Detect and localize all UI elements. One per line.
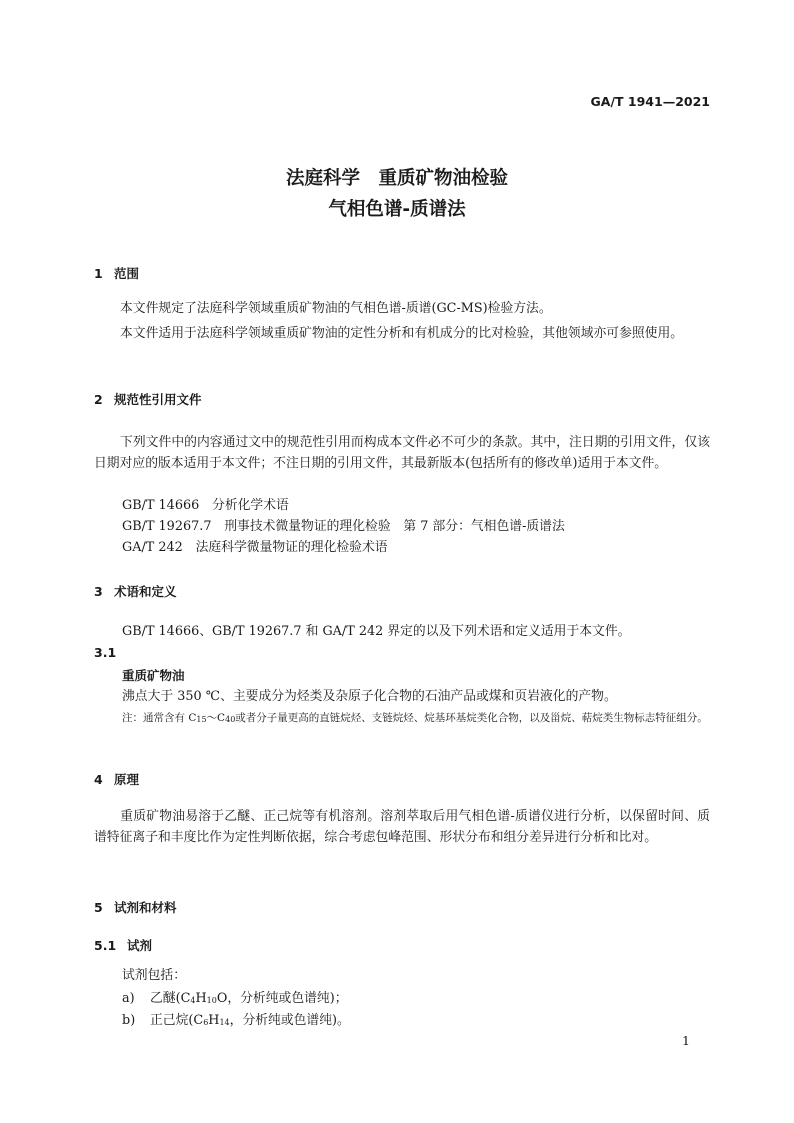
section-2-heading xyxy=(94,390,202,408)
subsection-5-1-heading xyxy=(94,936,152,954)
section-3-heading xyxy=(94,582,177,600)
section-number: 1 xyxy=(94,266,103,281)
formula-subscript: 6 xyxy=(203,1018,209,1027)
list-label: a) xyxy=(122,991,135,1006)
note-text: ～C xyxy=(206,712,226,724)
subsection-title: 试剂 xyxy=(127,938,153,953)
formula-subscript: 14 xyxy=(219,1018,230,1027)
principle-paragraph xyxy=(94,806,710,848)
item-text: 正己烷(C xyxy=(150,1013,204,1028)
item-text: ，分析纯或色谱纯)。 xyxy=(229,1013,350,1028)
note-subscript: 15 xyxy=(196,715,207,724)
scope-paragraph-2 xyxy=(94,323,710,344)
note-text: 或者分子量更高的直链烷烃、支链烷烃、烷基环基烷类化合物，以及甾烷、萜烷类生物标志特征组分。 xyxy=(235,712,708,724)
formula-subscript: 10 xyxy=(206,996,217,1005)
section-1-heading xyxy=(94,264,139,282)
paragraph-text: 本文件适用于法庭科学领域重质矿物油的定性分析和有机成分的比对检验，其他领域亦可参照使用。 xyxy=(120,326,684,341)
reference-item: GA/T 242 法庭科学微量物证的理化检验术语 xyxy=(122,540,388,555)
term-note xyxy=(122,709,710,729)
item-text: H xyxy=(195,991,207,1006)
term-number: 3.1 xyxy=(94,645,117,660)
section-title: 试剂和材料 xyxy=(114,900,177,915)
paragraph-text: 本文件规定了法庭科学领域重质矿物油的气相色谱-质谱(GC-MS)检验方法。 xyxy=(120,301,552,316)
item-text: 乙醚(C xyxy=(150,991,191,1006)
references-intro xyxy=(94,432,710,474)
page-number: 1 xyxy=(682,1033,690,1048)
section-title: 术语和定义 xyxy=(114,584,177,599)
section-title: 范围 xyxy=(114,266,140,281)
section-number: 4 xyxy=(94,772,103,787)
note-label: 注： xyxy=(122,712,143,724)
document-id: GA/T 1941—2021 xyxy=(590,94,710,109)
section-number: 5 xyxy=(94,900,103,915)
reference-item: GB/T 14666 分析化学术语 xyxy=(122,498,289,513)
paragraph-text: 下列文件中的内容通过文中的规范性引用而构成本文件必不可少的条款。其中，注日期的引用文件，仅该日期对应的版本适用于本文件；不注日期的引用文件，其最新版本(包括所有的修改单)适用于本文件。 xyxy=(94,435,710,471)
reagent-item-b xyxy=(122,1010,350,1033)
section-title: 规范性引用文件 xyxy=(114,392,202,407)
section-number: 3 xyxy=(94,584,103,599)
term-title: 重质矿物油 xyxy=(122,668,185,683)
document-title: 法庭科学 重质矿物油检验 xyxy=(285,168,508,189)
section-title: 原理 xyxy=(114,772,140,787)
list-label: b) xyxy=(122,1013,136,1028)
item-text: O，分析纯或色谱纯)； xyxy=(216,991,348,1006)
note-text: 通常含有 C xyxy=(143,712,197,724)
paragraph-text: 重质矿物油易溶于乙醚、正己烷等有机溶剂。溶剂萃取后用气相色谱-质谱仪进行分析，以保留时间、质谱特征离子和丰度比作为定性判断依据，综合考虑包峰范围、形状分布和组分差异进行分析和比对。 xyxy=(94,809,710,845)
section-4-heading xyxy=(94,770,139,788)
term-definition: 沸点大于 350 ℃、主要成分为烃类及杂原子化合物的石油产品或煤和页岩液化的产物。 xyxy=(122,689,617,704)
document-subtitle: 气相色谱-质谱法 xyxy=(328,199,466,220)
scope-paragraph-1 xyxy=(94,298,710,319)
reagent-item-a xyxy=(122,988,348,1011)
terms-intro: GB/T 14666、GB/T 19267.7 和 GA/T 242 界定的以及下列术语和定义适用于本文件。 xyxy=(122,624,631,639)
note-subscript: 40 xyxy=(225,715,236,724)
item-text: H xyxy=(208,1013,220,1028)
section-number: 2 xyxy=(94,392,103,407)
reagents-intro: 试剂包括： xyxy=(122,968,186,983)
formula-subscript: 4 xyxy=(190,996,196,1005)
section-5-heading xyxy=(94,898,177,916)
reference-item: GB/T 19267.7 刑事技术微量物证的理化检验 第 7 部分：气相色谱-质谱法 xyxy=(122,519,565,534)
subsection-number: 5.1 xyxy=(94,938,117,953)
